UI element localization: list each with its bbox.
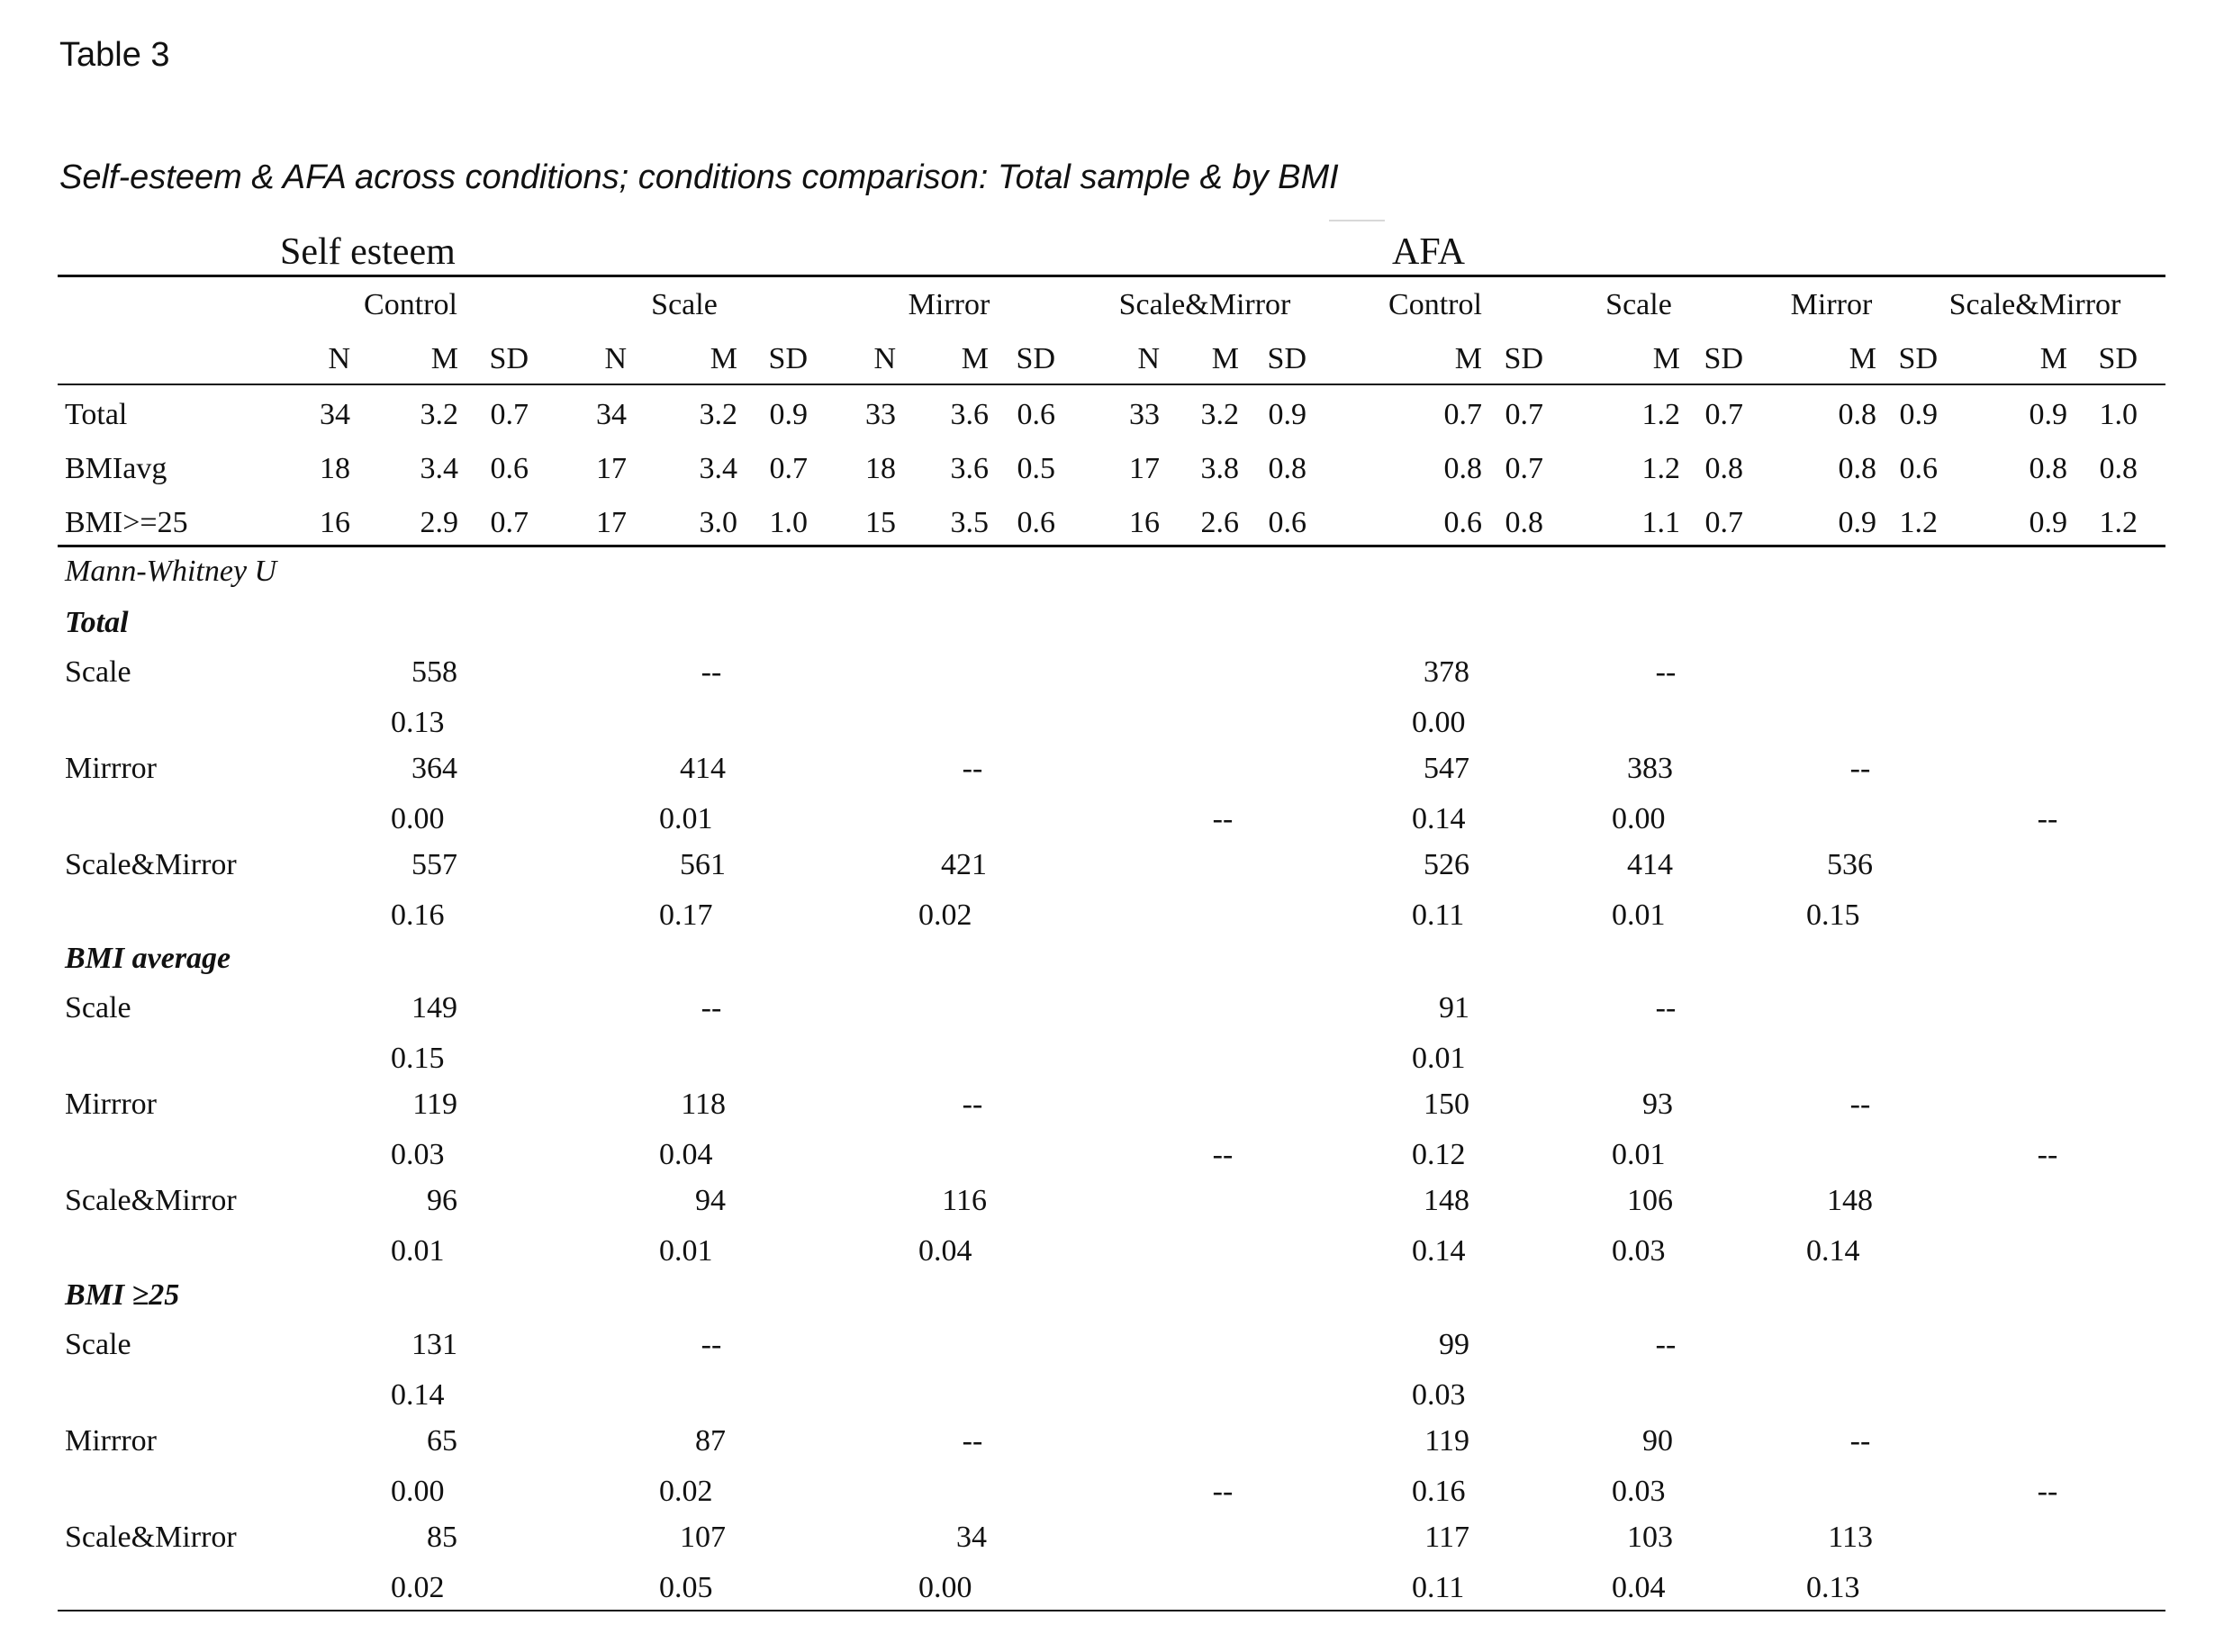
- dash-cell: --: [2037, 1475, 2058, 1508]
- p-value: 0.11: [1412, 1571, 1465, 1604]
- dash-cell: --: [2037, 1138, 2058, 1171]
- table-cell: 0.6: [490, 452, 529, 485]
- row-label: BMIavg: [65, 452, 167, 485]
- table-cell: 0.9: [769, 398, 808, 431]
- stat-header: M: [430, 342, 458, 375]
- u-value: 421: [941, 848, 987, 881]
- comparison-label: Scale&Mirror: [65, 848, 237, 881]
- stat-header: SD: [1504, 342, 1543, 375]
- condition-header: Control: [1388, 288, 1482, 321]
- comparison-label: Scale: [65, 655, 131, 689]
- table-cell: 0.7: [1704, 506, 1743, 539]
- table-cell: 3.2: [699, 398, 737, 431]
- table-cell: 17: [596, 452, 627, 485]
- section-title: BMI ≥25: [65, 1278, 180, 1312]
- table-cell: 0.7: [490, 506, 529, 539]
- u-value: 561: [680, 848, 726, 881]
- p-value: 0.17: [659, 898, 713, 932]
- table-cell: 0.6: [1017, 398, 1055, 431]
- u-value: 34: [956, 1521, 987, 1554]
- section-label-mann-whitney: Mann-Whitney U: [65, 555, 277, 588]
- comparison-label: Scale&Mirror: [65, 1184, 237, 1217]
- p-value: 0.14: [1412, 1234, 1466, 1268]
- stat-header: SD: [1704, 342, 1743, 375]
- table-cell: 16: [320, 506, 350, 539]
- table-cell: 0.8: [1838, 452, 1876, 485]
- comparison-label: Scale: [65, 991, 131, 1025]
- stat-header: SD: [2098, 342, 2138, 375]
- table-cell: 0.6: [1899, 452, 1938, 485]
- u-value: 93: [1642, 1088, 1673, 1121]
- table-cell: 1.2: [2099, 506, 2138, 539]
- table-cell: 0.7: [769, 452, 808, 485]
- p-value: 0.03: [1412, 1378, 1466, 1412]
- table-cell: 17: [1129, 452, 1160, 485]
- u-value: 65: [427, 1424, 457, 1458]
- u-value: 383: [1627, 752, 1673, 785]
- u-value: 117: [1424, 1521, 1469, 1554]
- comparison-label: Scale&Mirror: [65, 1521, 237, 1554]
- table-cell: 18: [865, 452, 896, 485]
- p-value: 0.02: [391, 1571, 445, 1604]
- section-title: BMI average: [65, 942, 231, 975]
- table-caption: Self-esteem & AFA across conditions; conditions comparison: Total sample & by BMI: [59, 158, 1339, 196]
- table-cell: 0.6: [1443, 506, 1482, 539]
- table-cell: 17: [596, 506, 627, 539]
- u-value: 364: [411, 752, 457, 785]
- comparison-label: Mirrror: [65, 1424, 157, 1458]
- p-value: 0.03: [1612, 1475, 1666, 1508]
- dash-cell: --: [962, 1424, 983, 1458]
- table-cell: 1.0: [769, 506, 808, 539]
- table-cell: 34: [596, 398, 627, 431]
- table-cell: 3.2: [420, 398, 458, 431]
- u-value: 91: [1439, 991, 1469, 1025]
- stat-header: M: [1652, 342, 1680, 375]
- comparison-label: Mirrror: [65, 752, 157, 785]
- p-value: 0.01: [1612, 1138, 1666, 1171]
- u-value: 536: [1827, 848, 1873, 881]
- table-cell: 0.8: [1838, 398, 1876, 431]
- dash-cell: --: [701, 655, 722, 689]
- dash-cell: --: [701, 991, 722, 1025]
- dash-cell: --: [1849, 1088, 1871, 1121]
- stat-header: M: [710, 342, 737, 375]
- p-value: 0.00: [391, 802, 445, 835]
- condition-header: Control: [364, 288, 457, 321]
- table-cell: 0.9: [1899, 398, 1938, 431]
- p-value: 0.01: [1412, 1042, 1466, 1075]
- u-value: 148: [1827, 1184, 1873, 1217]
- p-value: 0.13: [391, 706, 445, 739]
- p-value: 0.15: [1806, 898, 1860, 932]
- table-cell: 2.9: [420, 506, 458, 539]
- comparison-label: Scale: [65, 1328, 131, 1361]
- p-value: 0.05: [659, 1571, 713, 1604]
- table-cell: 0.9: [2029, 506, 2067, 539]
- u-value: 96: [427, 1184, 457, 1217]
- p-value: 0.04: [659, 1138, 713, 1171]
- p-value: 0.15: [391, 1042, 445, 1075]
- table-cell: 0.8: [2099, 452, 2138, 485]
- table-cell: 3.2: [1200, 398, 1239, 431]
- u-value: 106: [1627, 1184, 1673, 1217]
- p-value: 0.00: [1412, 706, 1466, 739]
- dash-cell: --: [701, 1328, 722, 1361]
- table-cell: 0.6: [1268, 506, 1306, 539]
- p-value: 0.12: [1412, 1138, 1466, 1171]
- p-value: 0.16: [391, 898, 445, 932]
- rule-bottom: [58, 1610, 2165, 1611]
- condition-header: Scale&Mirror: [1118, 288, 1291, 321]
- p-value: 0.04: [918, 1234, 972, 1268]
- table-cell: 3.6: [950, 452, 989, 485]
- table-cell: 0.5: [1017, 452, 1055, 485]
- u-value: 526: [1424, 848, 1469, 881]
- table-cell: 34: [320, 398, 350, 431]
- table-cell: 0.7: [490, 398, 529, 431]
- table-cell: 3.4: [420, 452, 458, 485]
- condition-header: Scale: [651, 288, 718, 321]
- stat-header: M: [1849, 342, 1876, 375]
- p-value: 0.02: [659, 1475, 713, 1508]
- p-value: 0.14: [1412, 802, 1466, 835]
- dash-cell: --: [2037, 802, 2058, 835]
- stat-header: N: [873, 342, 896, 375]
- p-value: 0.04: [1612, 1571, 1666, 1604]
- section-title: Total: [65, 606, 129, 639]
- p-value: 0.01: [659, 802, 713, 835]
- table-cell: 0.7: [1505, 452, 1543, 485]
- u-value: 119: [412, 1088, 457, 1121]
- group-header-afa: AFA: [1392, 231, 1465, 273]
- table-label: Table 3: [59, 36, 170, 74]
- dash-cell: --: [1212, 1475, 1234, 1508]
- p-value: 0.00: [1612, 802, 1666, 835]
- stat-header: N: [328, 342, 350, 375]
- table-cell: 18: [320, 452, 350, 485]
- table-cell: 3.5: [950, 506, 989, 539]
- stat-header: M: [1211, 342, 1239, 375]
- stat-header: SD: [1898, 342, 1938, 375]
- table-cell: 1.2: [1641, 452, 1680, 485]
- u-value: 414: [1627, 848, 1673, 881]
- table-cell: 0.8: [1443, 452, 1482, 485]
- stat-header: SD: [1016, 342, 1055, 375]
- row-label: Total: [65, 398, 128, 431]
- u-value: 103: [1627, 1521, 1673, 1554]
- dash-cell: --: [1655, 991, 1677, 1025]
- stat-header: N: [1137, 342, 1160, 375]
- u-value: 116: [942, 1184, 987, 1217]
- table-cell: 3.0: [699, 506, 737, 539]
- table-cell: 0.8: [1268, 452, 1306, 485]
- row-label: BMI>=25: [65, 506, 188, 539]
- u-value: 547: [1424, 752, 1469, 785]
- table-cell: 33: [865, 398, 896, 431]
- rule-header-bottom: [58, 384, 2165, 385]
- table-cell: 0.8: [1704, 452, 1743, 485]
- table-cell: 0.9: [1838, 506, 1876, 539]
- table-cell: 1.1: [1641, 506, 1680, 539]
- dash-cell: --: [1655, 655, 1677, 689]
- table-cell: 0.7: [1505, 398, 1543, 431]
- table-cell: 1.2: [1641, 398, 1680, 431]
- table-cell: 3.6: [950, 398, 989, 431]
- table-cell: 3.4: [699, 452, 737, 485]
- u-value: 118: [681, 1088, 726, 1121]
- dash-cell: --: [1849, 1424, 1871, 1458]
- u-value: 131: [411, 1328, 457, 1361]
- u-value: 119: [1424, 1424, 1469, 1458]
- p-value: 0.00: [391, 1475, 445, 1508]
- p-value: 0.03: [1612, 1234, 1666, 1268]
- rule-descriptives-bottom: [58, 545, 2165, 547]
- stat-header: M: [1454, 342, 1482, 375]
- table-cell: 0.7: [1443, 398, 1482, 431]
- u-value: 87: [695, 1424, 726, 1458]
- p-value: 0.13: [1806, 1571, 1860, 1604]
- p-value: 0.02: [918, 898, 972, 932]
- stat-header: SD: [489, 342, 529, 375]
- p-value: 0.16: [1412, 1475, 1466, 1508]
- p-value: 0.14: [1806, 1234, 1860, 1268]
- dash-cell: --: [1655, 1328, 1677, 1361]
- u-value: 94: [695, 1184, 726, 1217]
- condition-header: Scale: [1605, 288, 1672, 321]
- table-cell: 0.7: [1704, 398, 1743, 431]
- dash-cell: --: [1212, 1138, 1234, 1171]
- u-value: 90: [1642, 1424, 1673, 1458]
- table-cell: 15: [865, 506, 896, 539]
- u-value: 378: [1424, 655, 1469, 689]
- p-value: 0.01: [391, 1234, 445, 1268]
- u-value: 150: [1424, 1088, 1469, 1121]
- dash-cell: --: [962, 752, 983, 785]
- table-cell: 0.9: [1268, 398, 1306, 431]
- condition-header: Mirror: [1790, 288, 1873, 321]
- u-value: 149: [411, 991, 457, 1025]
- stat-header: N: [604, 342, 627, 375]
- u-value: 99: [1439, 1328, 1469, 1361]
- table-cell: 0.8: [1505, 506, 1543, 539]
- p-value: 0.03: [391, 1138, 445, 1171]
- table-cell: 0.9: [2029, 398, 2067, 431]
- table-cell: 2.6: [1200, 506, 1239, 539]
- decorative-dash: [1329, 220, 1385, 221]
- table-cell: 1.2: [1899, 506, 1938, 539]
- stat-header: SD: [768, 342, 808, 375]
- p-value: 0.01: [659, 1234, 713, 1268]
- stat-header: M: [961, 342, 989, 375]
- p-value: 0.01: [1612, 898, 1666, 932]
- table-cell: 0.6: [1017, 506, 1055, 539]
- p-value: 0.00: [918, 1571, 972, 1604]
- p-value: 0.14: [391, 1378, 445, 1412]
- stat-header: M: [2039, 342, 2067, 375]
- group-header-self-esteem: Self esteem: [280, 231, 456, 273]
- rule-top: [58, 275, 2165, 277]
- comparison-label: Mirrror: [65, 1088, 157, 1121]
- u-value: 148: [1424, 1184, 1469, 1217]
- u-value: 113: [1828, 1521, 1873, 1554]
- table-cell: 0.8: [2029, 452, 2067, 485]
- condition-header: Mirror: [908, 288, 990, 321]
- u-value: 107: [680, 1521, 726, 1554]
- table-cell: 33: [1129, 398, 1160, 431]
- table-cell: 16: [1129, 506, 1160, 539]
- p-value: 0.11: [1412, 898, 1465, 932]
- condition-header: Scale&Mirror: [1948, 288, 2121, 321]
- u-value: 85: [427, 1521, 457, 1554]
- dash-cell: --: [962, 1088, 983, 1121]
- stat-header: SD: [1267, 342, 1306, 375]
- dash-cell: --: [1849, 752, 1871, 785]
- table-cell: 1.0: [2099, 398, 2138, 431]
- table-cell: 3.8: [1200, 452, 1239, 485]
- u-value: 557: [411, 848, 457, 881]
- u-value: 414: [680, 752, 726, 785]
- u-value: 558: [411, 655, 457, 689]
- dash-cell: --: [1212, 802, 1234, 835]
